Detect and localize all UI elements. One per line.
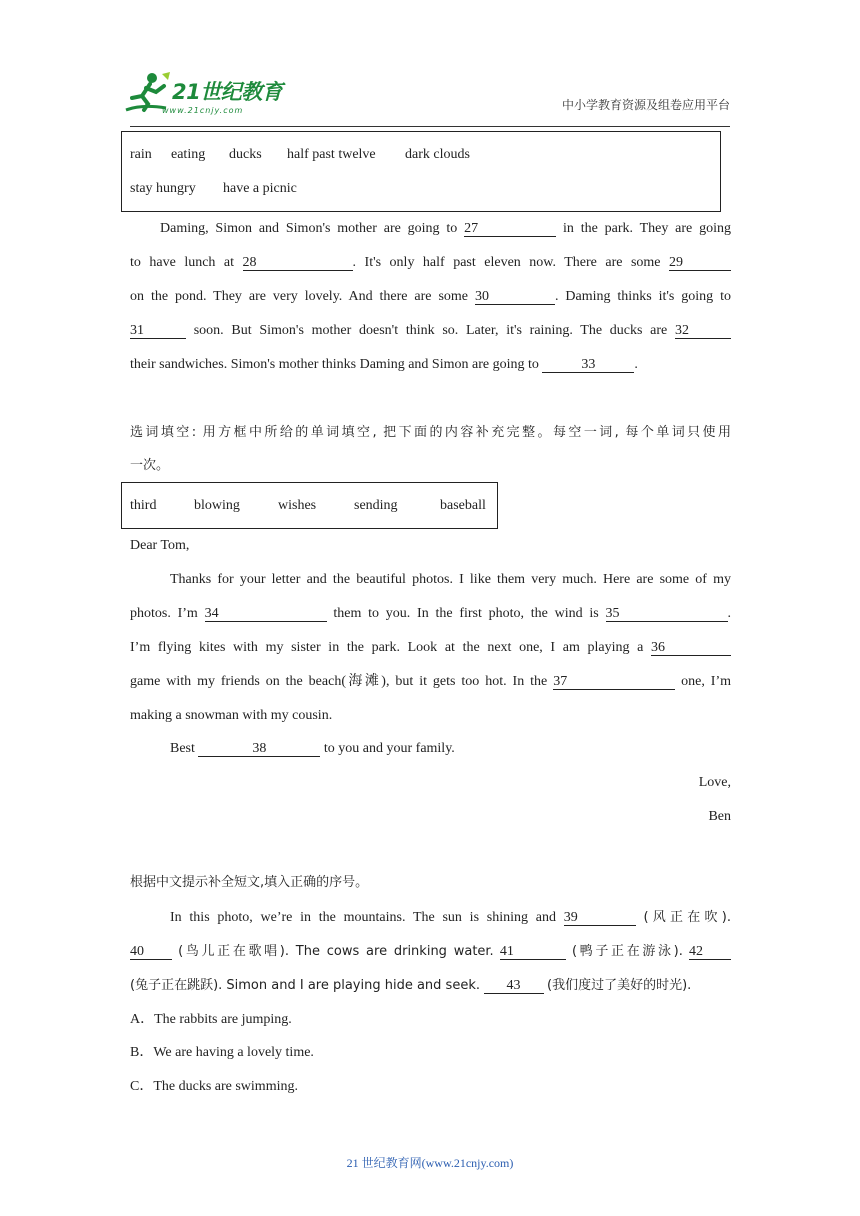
- logo-url: www.21cnjy.com: [162, 106, 244, 115]
- answer-blank[interactable]: 36: [651, 640, 731, 656]
- answer-blank[interactable]: 41: [500, 944, 566, 960]
- answer-blank[interactable]: 39: [564, 910, 636, 926]
- option-item: B．We are having a lovely time.: [130, 1045, 314, 1060]
- passage-line: (兔子正在跳跃). Simon and I are playing hide and seek. 43 (我们度过了美好的时光).: [130, 978, 692, 993]
- answer-blank[interactable]: 29: [669, 255, 731, 271]
- instruction-text: 根据中文提示补全短文,填入正确的序号。: [130, 875, 369, 890]
- letter-line: Best 38 to you and your family.: [170, 741, 455, 756]
- word-box-item: sending: [354, 498, 398, 513]
- passage-line: on the pond. They are very lovely. And there are some 30 . Daming thinks it's going to: [130, 289, 731, 304]
- passage-line: their sandwiches. Simon's mother thinks Daming and Simon are going to 33 .: [130, 357, 638, 372]
- answer-blank[interactable]: 43: [484, 978, 544, 994]
- word-box-item: dark clouds: [405, 147, 470, 162]
- word-box-item: half past twelve: [287, 147, 376, 162]
- site-logo: [122, 70, 292, 116]
- passage-line: Daming, Simon and Simon's mother are going to 27 in the park. They are going: [160, 221, 731, 236]
- word-box-1: [121, 131, 721, 212]
- answer-blank[interactable]: 32: [675, 323, 731, 339]
- letter-line: Thanks for your letter and the beautiful photos. I like them very much. Here are some of my: [170, 572, 731, 587]
- passage-line: In this photo, we’re in the mountains. The sun is shining and 39 (风正在吹).: [170, 910, 731, 925]
- word-box-2: [121, 482, 498, 529]
- word-box-item: have a picnic: [223, 181, 297, 196]
- option-item: A．The rabbits are jumping.: [130, 1012, 292, 1027]
- word-box-item: eating: [171, 147, 206, 162]
- word-box-item: ducks: [229, 147, 262, 162]
- passage-line: 31 soon. But Simon's mother doesn't think so. Later, it's raining. The ducks are 32: [130, 322, 731, 340]
- answer-blank[interactable]: 31: [130, 323, 186, 339]
- answer-blank[interactable]: 38: [198, 741, 320, 757]
- letter-signature: Ben: [708, 809, 731, 824]
- answer-blank[interactable]: 35: [606, 606, 728, 622]
- word-box-item: baseball: [440, 498, 486, 513]
- word-box-item: rain: [130, 147, 152, 162]
- passage-line: 40 (鸟儿正在歌唱). The cows are drinking water. 41 (鸭子正在游泳). 42: [130, 943, 731, 961]
- answer-blank[interactable]: 33: [542, 357, 634, 373]
- answer-blank[interactable]: 34: [205, 606, 327, 622]
- instruction-text: 选词填空: 用方框中所给的单词填空, 把下面的内容补充完整。每空一词, 每个单词只使用: [130, 425, 731, 440]
- letter-line: making a snowman with my cousin.: [130, 708, 333, 723]
- letter-greeting: Dear Tom,: [130, 538, 190, 553]
- passage-line: to have lunch at 28 . It's only half past eleven now. There are some 29: [130, 254, 731, 272]
- letter-line: game with my friends on the beach(海滩), but it gets too hot. In the 37 one, I’m: [130, 674, 732, 689]
- answer-blank[interactable]: 37: [553, 674, 675, 690]
- answer-blank[interactable]: 30: [475, 289, 555, 305]
- word-box-item: stay hungry: [130, 181, 196, 196]
- word-box-item: third: [130, 498, 157, 513]
- header-divider: [130, 126, 730, 127]
- answer-blank[interactable]: 28: [243, 255, 353, 271]
- letter-line: photos. I’m 34 them to you. In the first photo, the wind is 35 .: [130, 606, 732, 621]
- word-box-item: wishes: [278, 498, 317, 513]
- letter-line: I’m flying kites with my sister in the park. Look at the next one, I am playing a 36: [130, 639, 731, 657]
- word-box-item: blowing: [194, 498, 240, 513]
- logo-text: 21世纪教育: [172, 80, 283, 104]
- option-item: C．The ducks are swimming.: [130, 1079, 298, 1094]
- answer-blank[interactable]: 42: [689, 944, 731, 960]
- page-footer: 21 世纪教育网(www.21cnjy.com): [346, 1156, 514, 1170]
- letter-closing: Love,: [698, 775, 731, 790]
- instruction-text: 一次。: [130, 458, 170, 473]
- platform-label: 中小学教育资源及组卷应用平台: [561, 98, 730, 112]
- answer-blank[interactable]: 40: [130, 944, 172, 960]
- answer-blank[interactable]: 27: [464, 221, 556, 237]
